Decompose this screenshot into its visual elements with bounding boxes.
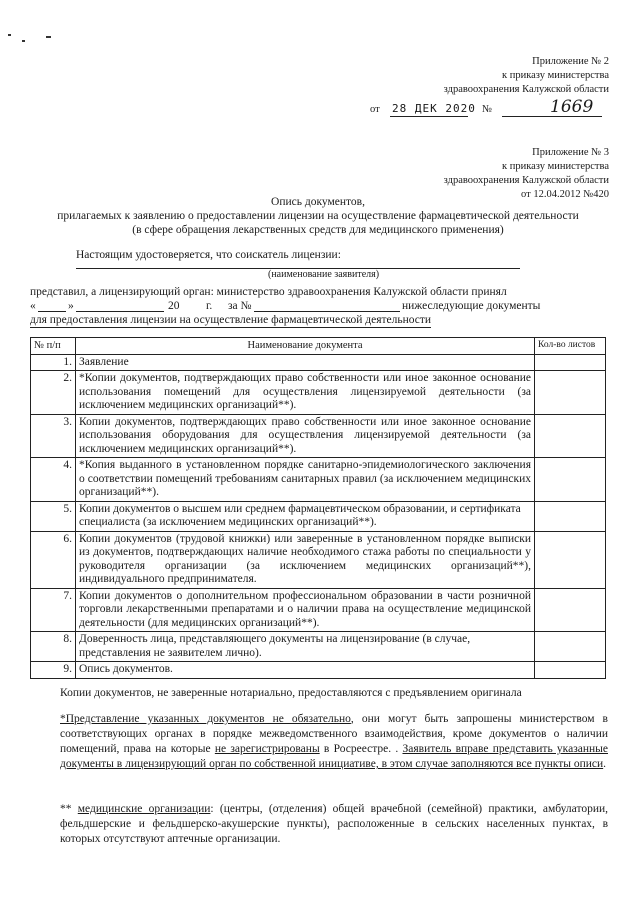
year-prefix: 20 (168, 300, 180, 312)
appendix-header-original (349, 146, 609, 202)
order-date-stamp: 28 ДЕК 2020 (392, 102, 476, 115)
applicant-caption: (наименование заявителя) (268, 269, 380, 280)
row-document-name: *Копия выданного в установленном порядке санитарно-эпидемиологического заключения о соответствии помещений требованиям санитарных правил (за исключением медицинских организаций**). (76, 458, 535, 502)
year-suffix: г. (206, 300, 213, 312)
day-open-quote: « (30, 300, 36, 312)
day-close-quote: » (68, 300, 74, 312)
row-number: 8. (31, 632, 76, 662)
row-sheet-count (535, 632, 606, 662)
row-document-name: Доверенность лица, представляющего документы на лицензирование (в случае, представления не заявителем лично). (76, 632, 535, 662)
appendix-ministry: здравоохранения Калужской области (443, 84, 609, 95)
appendix-order-ref: к приказу министерства (501, 70, 609, 81)
registration-number-label: за № (228, 300, 252, 312)
title-scope: (в сфере обращения лекарственных средств для медицинского применения) (132, 224, 504, 236)
footnote-marker: ** (60, 803, 78, 815)
from-label: от (370, 104, 380, 115)
table-row (31, 414, 606, 458)
table-row (31, 501, 606, 531)
column-header-number: № п/п (31, 338, 76, 355)
table-row (31, 371, 606, 415)
number-label: № (482, 104, 493, 115)
footnote-own-initiative: Заявитель вправе представить указанные документы в лицензирующий орган по собственной инициативе, в этом случае заполняются все пункты описи (60, 743, 608, 770)
table-row (31, 632, 606, 662)
footnote-registry: в Росреестре. . (319, 743, 403, 755)
table-row (31, 588, 606, 632)
row-document-name: Копии документов о дополнительном профессиональном образовании в части розничной торговли лекарственными препаратами и о наличии права на осуществление медицинской деятельности (для медицинских организаций**). (76, 588, 535, 632)
footnote-not-registered: не зарегистрированы (214, 743, 320, 755)
column-header-document: Наименование документа (76, 338, 535, 355)
purpose-text: для предоставления лицензии на осуществление фармацевтической деятельности (30, 314, 432, 326)
row-sheet-count (535, 588, 606, 632)
row-sheet-count (535, 458, 606, 502)
accepted-text: представил, а лицензирующий орган: министерство здравоохранения Калужской области принял (30, 286, 507, 298)
row-number: 7. (31, 588, 76, 632)
footnote-medical-organizations (60, 802, 608, 847)
row-document-name: Копии документов (трудовой книжки) или заверенные в установленном порядке выписки из документов, подтверждающих наличие необходимого стажа работы по специальности у руководителя организации (за исключением медицинских организаций**), индивидуального предпринимателя. (76, 531, 535, 588)
date-underline (390, 116, 468, 117)
footnote-medical-definition: : (центры, (отделения) общей врачебной (семейной) практики, амбулатории, фельдшерские и фельдшерско-акушерские пункты), расположенные в сельских населенных пунктах, в которых отсутствуют аптечные организации. (60, 803, 609, 845)
row-number: 1. (31, 354, 76, 371)
month-blank (76, 311, 164, 312)
appendix-number: Приложение № 2 (532, 56, 609, 67)
row-sheet-count (535, 354, 606, 371)
copies-note: Копии документов, не заверенные нотариально, предоставляются с предъявлением оригинала (60, 687, 522, 699)
row-number: 2. (31, 371, 76, 415)
scan-speck (46, 36, 51, 38)
appendix-original-date: от 12.04.2012 №420 (521, 189, 609, 200)
row-document-name: Заявление (76, 354, 535, 371)
table-row (31, 354, 606, 371)
footnote-optional-body: , они могут быть запрошены министерством в соответствующих органах в порядке межведомственного взаимодействия, кроме документов о наличии помещений, права на которые (60, 713, 608, 755)
table-row (31, 531, 606, 588)
day-blank (38, 311, 66, 312)
row-sheet-count (535, 414, 606, 458)
table-row (31, 662, 606, 679)
row-sheet-count (535, 662, 606, 679)
row-number: 5. (31, 501, 76, 531)
order-date-line (370, 97, 610, 120)
row-sheet-count (535, 501, 606, 531)
title-purpose: прилагаемых к заявлению о предоставлении лицензии на осуществление фармацевтической деятельности (57, 210, 579, 222)
row-document-name: Опись документов. (76, 662, 535, 679)
row-sheet-count (535, 531, 606, 588)
title-main: Опись документов, (271, 196, 365, 208)
row-number: 4. (31, 458, 76, 502)
scan-speck (8, 34, 11, 36)
row-number: 6. (31, 531, 76, 588)
order-number-handwritten: 1669 (550, 97, 594, 117)
certify-text: Настоящим удостоверяется, что соискатель лицензии: (76, 249, 341, 261)
table-row (31, 458, 606, 502)
document-title (30, 195, 606, 237)
table-header-row (31, 338, 606, 355)
scan-speck (22, 40, 25, 42)
column-header-sheets: Кол-во листов (535, 338, 606, 355)
footnote-optional-documents (60, 712, 608, 772)
number-underline (502, 116, 602, 117)
row-sheet-count (535, 371, 606, 415)
row-document-name: Копии документов о высшем или среднем фармацевтическом образовании, и сертификата специалиста (за исключением медицинских организаций**). (76, 501, 535, 531)
row-document-name: *Копии документов, подтверждающих право собственности или иное законное основание использования помещений для осуществления лицензируемой деятельности (за исключением медицинских организаций**). (76, 371, 535, 415)
appendix-order-ref: к приказу министерства (501, 161, 609, 172)
appendix-header-current (349, 55, 609, 97)
row-number: 3. (31, 414, 76, 458)
appendix-number: Приложение № 3 (532, 147, 609, 158)
row-number: 9. (31, 662, 76, 679)
documents-table (30, 337, 606, 679)
footnote-medical-term: медицинские организации (77, 803, 211, 815)
following-documents-text: нижеследующие документы (402, 300, 541, 312)
footnote-end: . (603, 758, 607, 770)
row-document-name: Копии документов, подтверждающих право собственности или иное законное основание использования оборудования для осуществления лицензируемой деятельности (за исключением медицинских организаций**). (76, 414, 535, 458)
registration-number-blank (254, 311, 400, 312)
appendix-ministry: здравоохранения Калужской области (443, 175, 609, 186)
footnote-optional-lead: *Представление указанных документов не обязательно (60, 713, 351, 725)
